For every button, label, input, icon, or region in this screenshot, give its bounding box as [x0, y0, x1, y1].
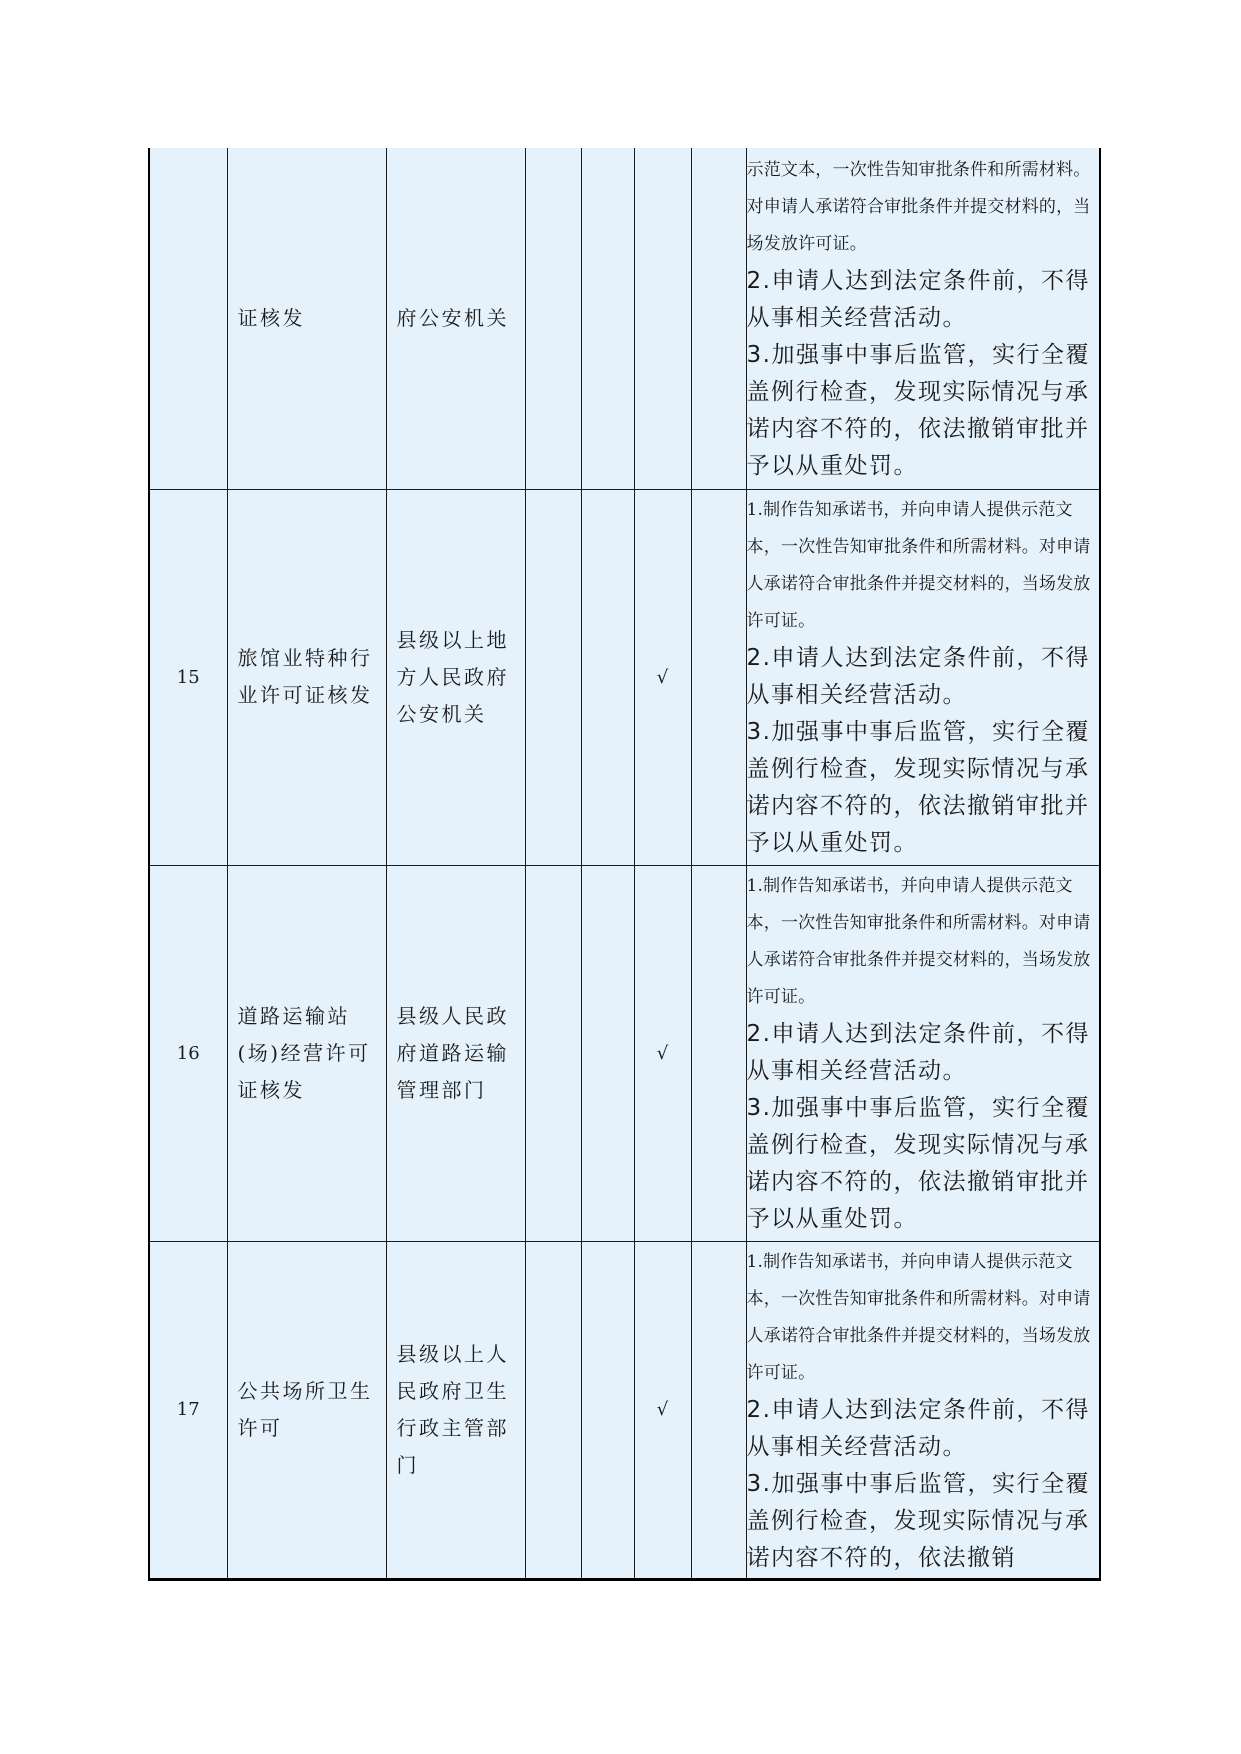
- measures-cell: [746, 148, 1100, 489]
- measure-3-text: 3.加强事中事后监管，实行全覆盖例行检查，发现实际情况与承诺内容不符的，依法撤销: [746, 1471, 1090, 1571]
- item-name: 公共场所卫生许可: [237, 1378, 373, 1440]
- checkmark: √: [634, 865, 691, 1241]
- empty-cell: [581, 489, 634, 865]
- authority-cell: [386, 865, 525, 1241]
- measure-1-text: 1.制作告知承诺书，并向申请人提供示范文本，一次性告知审批条件和所需材料。对申请人承诺符合审批条件并提交材料的，当场发放许可证。: [746, 500, 1091, 631]
- checkmark-cell: [634, 148, 691, 489]
- authority-cell: [386, 1241, 525, 1579]
- row-number: 15: [149, 489, 227, 865]
- empty-cell: [525, 1241, 581, 1579]
- empty-cell: [525, 865, 581, 1241]
- table-row: [149, 865, 1100, 1241]
- checkmark: √: [634, 489, 691, 865]
- authority-cell: [386, 489, 525, 865]
- authority: 府公安机关: [396, 305, 509, 330]
- item-name-cell: [227, 148, 386, 489]
- measure-2-text: 2.申请人达到法定条件前，不得从事相关经营活动。: [746, 267, 1090, 331]
- item-name: 道路运输站(场)经营许可证核发: [237, 1003, 371, 1102]
- authority: 县级人民政府道路运输管理部门: [396, 1003, 509, 1102]
- measures-cell: [746, 1241, 1100, 1579]
- measure-3-text: 3.加强事中事后监管，实行全覆盖例行检查，发现实际情况与承诺内容不符的，依法撤销审批并予以从重处罚。: [746, 1095, 1090, 1232]
- measure-2-text: 2.申请人达到法定条件前，不得从事相关经营活动。: [746, 645, 1090, 708]
- table-row: [149, 1241, 1100, 1579]
- measure-3-text: 3.加强事中事后监管，实行全覆盖例行检查，发现实际情况与承诺内容不符的，依法撤销审批并予以从重处罚。: [746, 341, 1090, 479]
- empty-cell: [525, 489, 581, 865]
- checkmark: √: [634, 1241, 691, 1579]
- authority: 县级以上人民政府卫生行政主管部门: [396, 1341, 509, 1477]
- row-number: 16: [149, 865, 227, 1241]
- measure-3-text: 3.加强事中事后监管，实行全覆盖例行检查，发现实际情况与承诺内容不符的，依法撤销审批并予以从重处罚。: [746, 719, 1090, 856]
- row-number: 17: [149, 1241, 227, 1579]
- empty-cell: [691, 1241, 746, 1579]
- empty-cell: [581, 865, 634, 1241]
- table-row: [149, 489, 1100, 865]
- empty-cell: [581, 1241, 634, 1579]
- measure-1-text: 1.制作告知承诺书，并向申请人提供示范文本，一次性告知审批条件和所需材料。对申请人承诺符合审批条件并提交材料的，当场发放许可证。: [746, 1252, 1091, 1383]
- measures-cell: [746, 865, 1100, 1241]
- item-name-cell: [227, 489, 386, 865]
- authority: 县级以上地方人民政府公安机关: [396, 627, 509, 726]
- measures-cell: [746, 489, 1100, 865]
- table-row: [149, 148, 1100, 489]
- empty-cell: [691, 489, 746, 865]
- measure-2-text: 2.申请人达到法定条件前，不得从事相关经营活动。: [746, 1397, 1090, 1460]
- authority-cell: [386, 148, 525, 489]
- item-name: 证核发: [237, 305, 305, 330]
- approval-items-table: [148, 148, 1101, 1581]
- empty-cell: [525, 148, 581, 489]
- row-number: [149, 148, 227, 489]
- item-name-cell: [227, 1241, 386, 1579]
- measure-2-text: 2.申请人达到法定条件前，不得从事相关经营活动。: [746, 1021, 1090, 1084]
- empty-cell: [691, 865, 746, 1241]
- measure-1-text: 1.制作告知承诺书，并向申请人提供示范文本，一次性告知审批条件和所需材料。对申请人承诺符合审批条件并提交材料的，当场发放许可证。: [746, 876, 1091, 1007]
- item-name: 旅馆业特种行业许可证核发: [237, 646, 373, 707]
- empty-cell: [581, 148, 634, 489]
- measure-1-text: 示范文本，一次性告知审批条件和所需材料。对申请人承诺符合审批条件并提交材料的，当场发放许可证。: [746, 159, 1091, 254]
- empty-cell: [691, 148, 746, 489]
- item-name-cell: [227, 865, 386, 1241]
